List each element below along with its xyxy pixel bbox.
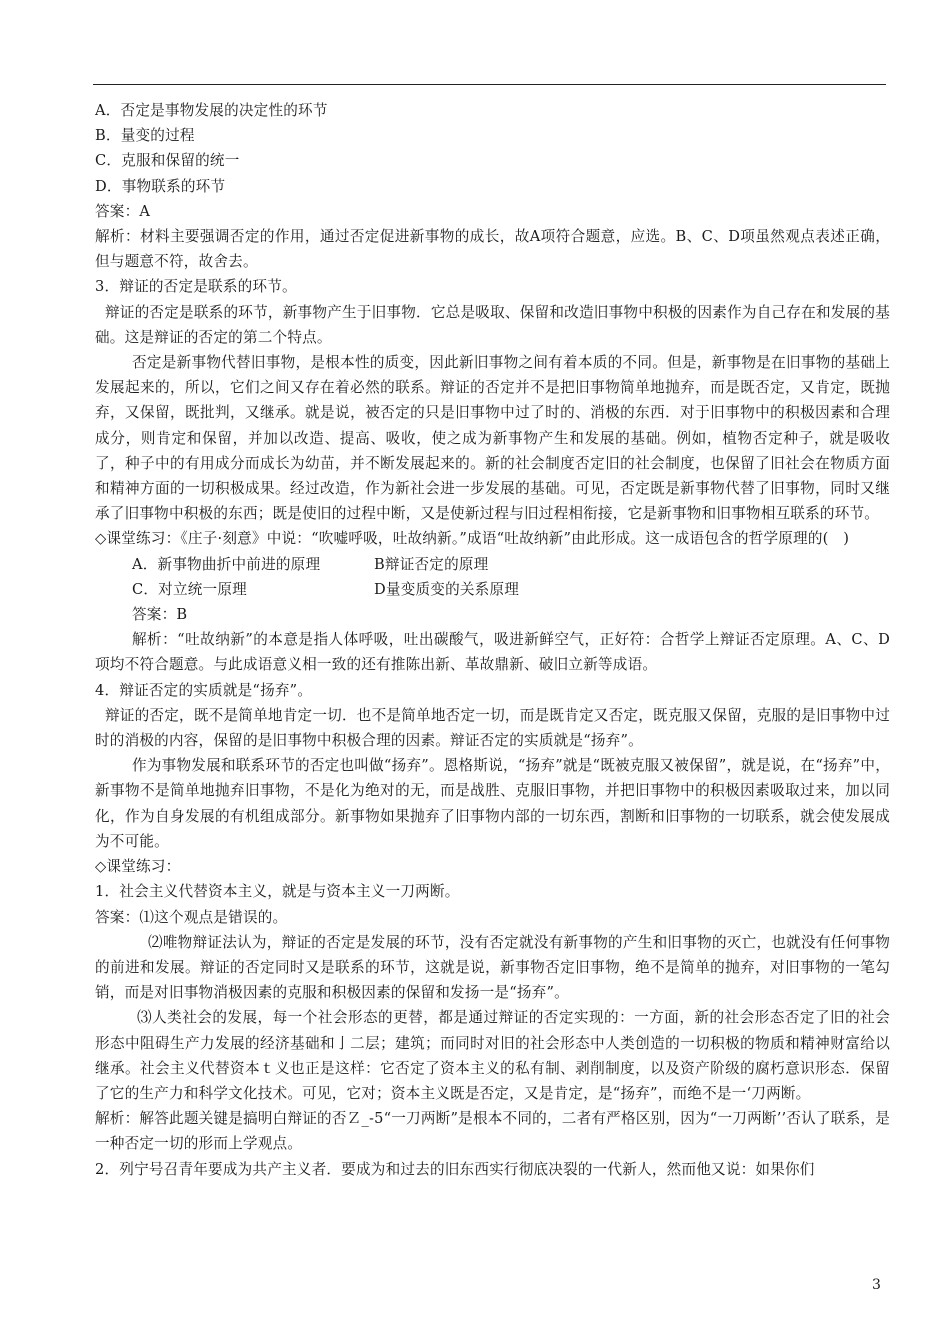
exercise-2-question-1: 1．社会主义代替资本主义，就是与资本主义一刀两断。 bbox=[95, 883, 460, 901]
exercise-1-option-c: C．对立统一原理 bbox=[132, 580, 247, 598]
exercise-2-answer-1: 答案：⑴这个观点是错误的。 bbox=[95, 908, 288, 926]
option-b: B．量变的过程 bbox=[95, 127, 195, 145]
section-3-paragraph-1: 辩证的否定是联系的环节，新事物产生于旧事物．它总是吸取、保留和改造旧事物中积极的因素作为自己存在和发展的基础。这是辩证的否定的第二个特点。 bbox=[95, 303, 890, 346]
option-c: C．克服和保留的统一 bbox=[95, 152, 240, 170]
exercise-2-answer-2: ⑵唯物辩证法认为，辩证的否定是发展的环节，没有否定就没有新事物的产生和旧事物的灭亡，也就没有任何事物的前进和发展。辩证的否定同时又是联系的环节，这就是说，新事物否定旧事物，绝不是简单的抛弃，对旧事物的一笔勾销，而是对旧事物消极因素的克服和积极因素的保留和发扬一是“扬弃”。 bbox=[95, 933, 890, 1002]
exercise-2-answer-3: ⑶人类社会的发展，每一个社会形态的更替，都是通过辩证的否定实现的：一方面，新的社会形态否定了旧的社会形态中阻碍生产力发展的经济基础和亅二层；建筑；而同时对旧的社会形态中人类创造的一切积极的物质和精神财富给以继承。社会主义代替资本ｔ义也正是这样：它否定了资本主义的私有制、剥削制度，以及资产阶级的腐朽意识形态．保留了它的生产力和科学文化技术。可见，它对；资本主义既是否定，又是肯定，是“扬弃”，而绝不是一‘刀两断。 bbox=[95, 1009, 890, 1102]
exercise-1-option-d: D量变质变的关系原理 bbox=[374, 580, 520, 598]
document-body bbox=[95, 98, 890, 1182]
section-3-title: 3．辩证的否定是联系的环节。 bbox=[95, 278, 297, 296]
exercise-1-analysis: 解析：“吐故纳新”的本意是指人体呼吸，吐出碳酸气，吸进新鲜空气，正好符：合哲学上辩证否定原理。A、C、D项均不符合题意。与此成语意义相一致的还有推陈出新、革故鼎新、破旧立新等成语。 bbox=[95, 631, 890, 674]
header-rule bbox=[93, 84, 886, 85]
exercise-2-analysis: 解析：解答此题关键是搞明白辩证的否Ｚ_-5“一刀两断”是根本不同的，二者有严格区别，因为“一刀两断’’否认了联系，是一种否定一切的形而上学观点。 bbox=[95, 1110, 890, 1153]
exercise-1-stem: ◇课堂练习：《庄子·刻意》中说：“吹嘘呼吸，吐故纳新。”成语“吐故纳新”由此形成。这一成语包含的哲学原理的( ) bbox=[95, 530, 850, 548]
exercise-1-options-row-2 bbox=[95, 577, 890, 602]
exercise-1-option-a: A．新事物曲折中前进的原理 bbox=[132, 555, 321, 573]
exercise-1-options-row-1 bbox=[95, 552, 890, 577]
option-d: D．事物联系的环节 bbox=[95, 177, 226, 195]
answer: 答案：A bbox=[95, 202, 151, 220]
section-3-paragraph-2: 否定是新事物代替旧事物，是根本性的质变，因此新旧事物之间有着本质的不同。但是，新事物是在旧事物的基础上发展起来的，所以，它们之间又存在着必然的联系。辩证的否定并不是把旧事物简单地抛弃，而是既否定，又肯定，既抛弃，又保留，既批判，又继承。就是说，被否定的只是旧事物中过了时的、消极的东西．对于旧事物中的积极因素和合理成分，则肯定和保留，并加以改造、提高、吸收，使之成为新事物产生和发展的基础。例如，植物否定种子，就是吸收了，种子中的有用成分而成长为幼苗，并不断发展起来的。新的社会制度否定旧的社会制度，也保留了旧社会在物质方面和精神方面的一切积极成果。经过改造，作为新社会进一步发展的基础。可见，否定既是新事物代替了旧事物，同时又继承了旧事物中积极的东西；既是使旧的过程中断，又是使新过程与旧过程相衔接，它是新事物和旧事物相互联系的环节。 bbox=[95, 354, 890, 523]
exercise-2-heading: ◇课堂练习： bbox=[95, 858, 181, 876]
exercise-1-answer: 答案：B bbox=[132, 606, 188, 624]
page-number: 3 bbox=[872, 1277, 881, 1293]
analysis: 解析：材料主要强调否定的作用，通过否定促进新事物的成长，故A项符合题意，应选。B、C、D项虽然观点表述正确，但与题意不符，故舍去。 bbox=[95, 228, 890, 271]
section-4-title: 4．辩证否定的实质就是“扬弃”。 bbox=[95, 681, 313, 699]
exercise-1-option-b: B辩证否定的原理 bbox=[374, 555, 489, 573]
exercise-2-question-2: 2．列宁号召青年要成为共产主义者．要成为和过去的旧东西实行彻底决裂的一代新人，然而他又说：如果你们 bbox=[95, 1160, 815, 1178]
section-4-paragraph-1: 辩证的否定，既不是简单地肯定一切．也不是简单地否定一切，而是既肯定又否定，既克服又保留，克服的是旧事物中过时的消极的内容，保留的是旧事物中积极合理的因素。辩证否定的实质就是“扬弃”。 bbox=[95, 706, 890, 750]
section-4-paragraph-2: 作为事物发展和联系环节的否定也叫做“扬弃”。恩格斯说，“扬弃”就是“既被克服又被保留”，就是说，在“扬弃”中，新事物不是简单地抛弃旧事物，不是化为绝对的无，而是战胜、克服旧事物，并把旧事物中的积极因素吸取过来，加以同化，作为自身发展的有机组成部分。新事物如果抛弃了旧事物内部的一切东西，割断和旧事物的一切联系，就会使发展成为不可能。 bbox=[95, 757, 890, 850]
option-a: A．否定是事物发展的决定性的环节 bbox=[95, 102, 328, 119]
